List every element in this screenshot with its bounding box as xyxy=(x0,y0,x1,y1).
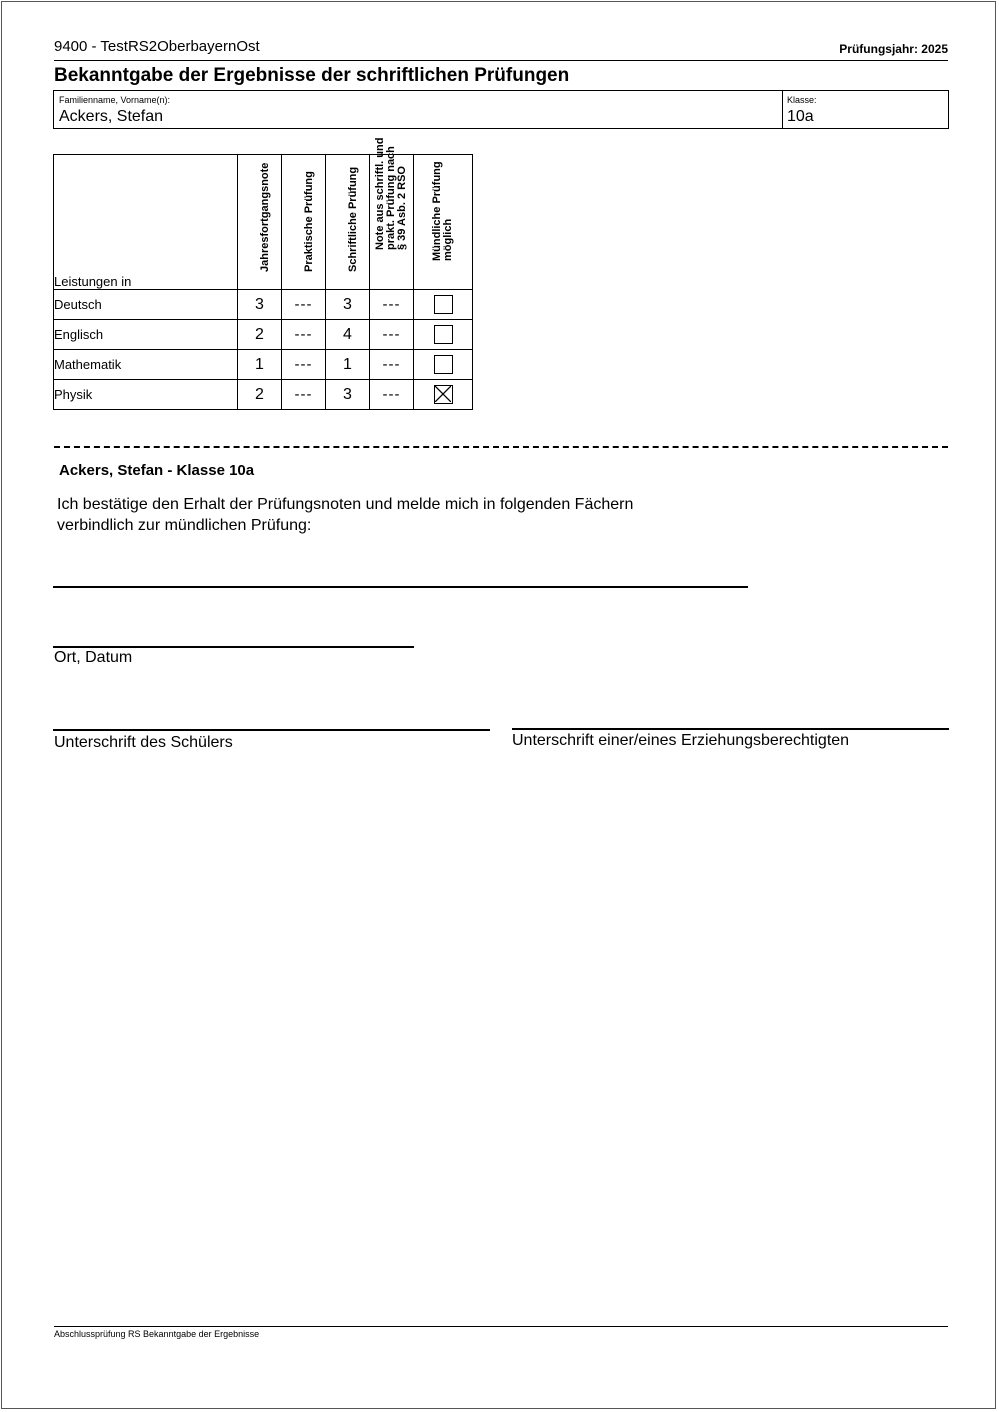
subject-name: Physik xyxy=(54,380,238,410)
muendlich-cell xyxy=(414,350,473,380)
muendlich-checkbox[interactable] xyxy=(434,295,453,314)
table-row xyxy=(54,320,473,350)
guardian-signature-line[interactable] xyxy=(512,728,949,730)
column-header-text: möglich xyxy=(442,218,454,261)
column-header-text: Jahresfortgangsnote xyxy=(258,162,271,272)
note-rso-value: --- xyxy=(370,380,414,410)
praktische-pruefung-value: --- xyxy=(282,350,326,380)
place-date-line[interactable] xyxy=(53,646,414,648)
column-header-schriftliche-pruefung xyxy=(326,155,370,290)
column-header-text: Praktische Prüfung xyxy=(302,171,315,272)
cut-line xyxy=(54,446,948,448)
footer-rule xyxy=(54,1326,948,1327)
page-title: Bekanntgabe der Ergebnisse der schriftlichen Prüfungen xyxy=(54,65,570,86)
muendlich-cell xyxy=(414,320,473,350)
column-header-jahresfortgangsnote xyxy=(238,155,282,290)
column-header-praktische-pruefung xyxy=(282,155,326,290)
jahresfortgangsnote-value: 2 xyxy=(238,320,282,350)
school-name: 9400 - TestRS2OberbayernOst xyxy=(54,38,260,55)
jahresfortgangsnote-value: 3 xyxy=(238,290,282,320)
grades-table xyxy=(53,137,473,410)
jahresfortgangsnote-value: 1 xyxy=(238,350,282,380)
schriftliche-pruefung-value: 3 xyxy=(326,290,370,320)
student-name: Ackers, Stefan xyxy=(59,108,164,125)
footer-text: Abschlussprüfung RS Bekanntgabe der Ergebnisse xyxy=(54,1329,260,1339)
table-row xyxy=(54,350,473,380)
header-rule xyxy=(54,60,948,61)
schriftliche-pruefung-value: 1 xyxy=(326,350,370,380)
muendlich-cell xyxy=(414,380,473,410)
schriftliche-pruefung-value: 4 xyxy=(326,320,370,350)
place-date-label: Ort, Datum xyxy=(54,649,133,666)
muendlich-checkbox[interactable] xyxy=(434,385,453,404)
subject-name: Mathematik xyxy=(54,350,238,380)
note-rso-value: --- xyxy=(370,290,414,320)
subject-column-header: Leistungen in xyxy=(54,155,238,290)
checkbox-cross-icon xyxy=(435,386,451,402)
student-info-divider xyxy=(782,91,783,128)
column-header-note-rso xyxy=(370,137,414,290)
name-label: Familienname, Vorname(n): xyxy=(59,95,171,105)
subject-name: Deutsch xyxy=(54,290,238,320)
student-signature-label: Unterschrift des Schülers xyxy=(54,734,233,751)
note-rso-value: --- xyxy=(370,320,414,350)
praktische-pruefung-value: --- xyxy=(282,320,326,350)
table-row xyxy=(54,290,473,320)
muendlich-checkbox[interactable] xyxy=(434,355,453,374)
table-row xyxy=(54,380,473,410)
jahresfortgangsnote-value: 2 xyxy=(238,380,282,410)
confirmation-line: Ich bestätige den Erhalt der Prüfungsnoten und melde mich in folgenden Fächern xyxy=(57,496,634,513)
exam-year: Prüfungsjahr: 2025 xyxy=(839,42,948,56)
muendlich-cell xyxy=(414,290,473,320)
muendlich-checkbox[interactable] xyxy=(434,325,453,344)
subjects-entry-line[interactable] xyxy=(53,586,748,588)
column-header-text: § 39 Asb. 2 RSO xyxy=(395,166,408,250)
subject-name: Englisch xyxy=(54,320,238,350)
column-header-text: prakt. Prüfung nach xyxy=(384,146,397,250)
student-info-box xyxy=(53,90,949,129)
grades-header-row xyxy=(54,155,473,290)
confirmation-text xyxy=(57,494,677,536)
praktische-pruefung-value: --- xyxy=(282,380,326,410)
column-header-text: Note aus schriftl. und xyxy=(373,137,386,250)
guardian-signature-label: Unterschrift einer/eines Erziehungsberechtigten xyxy=(512,732,850,749)
schriftliche-pruefung-value: 3 xyxy=(326,380,370,410)
note-rso-value: --- xyxy=(370,350,414,380)
confirmation-line: verbindlich zur mündlichen Prüfung: xyxy=(57,517,312,534)
column-header-muendliche-pruefung xyxy=(414,155,473,290)
column-header-text: Schriftliche Prüfung xyxy=(346,166,359,272)
class-label: Klasse: xyxy=(787,95,817,105)
column-header-text: Mündliche Prüfung xyxy=(431,161,443,261)
slip-student-line: Ackers, Stefan - Klasse 10a xyxy=(59,462,255,479)
student-class: 10a xyxy=(787,108,814,125)
student-signature-line[interactable] xyxy=(53,729,490,731)
praktische-pruefung-value: --- xyxy=(282,290,326,320)
